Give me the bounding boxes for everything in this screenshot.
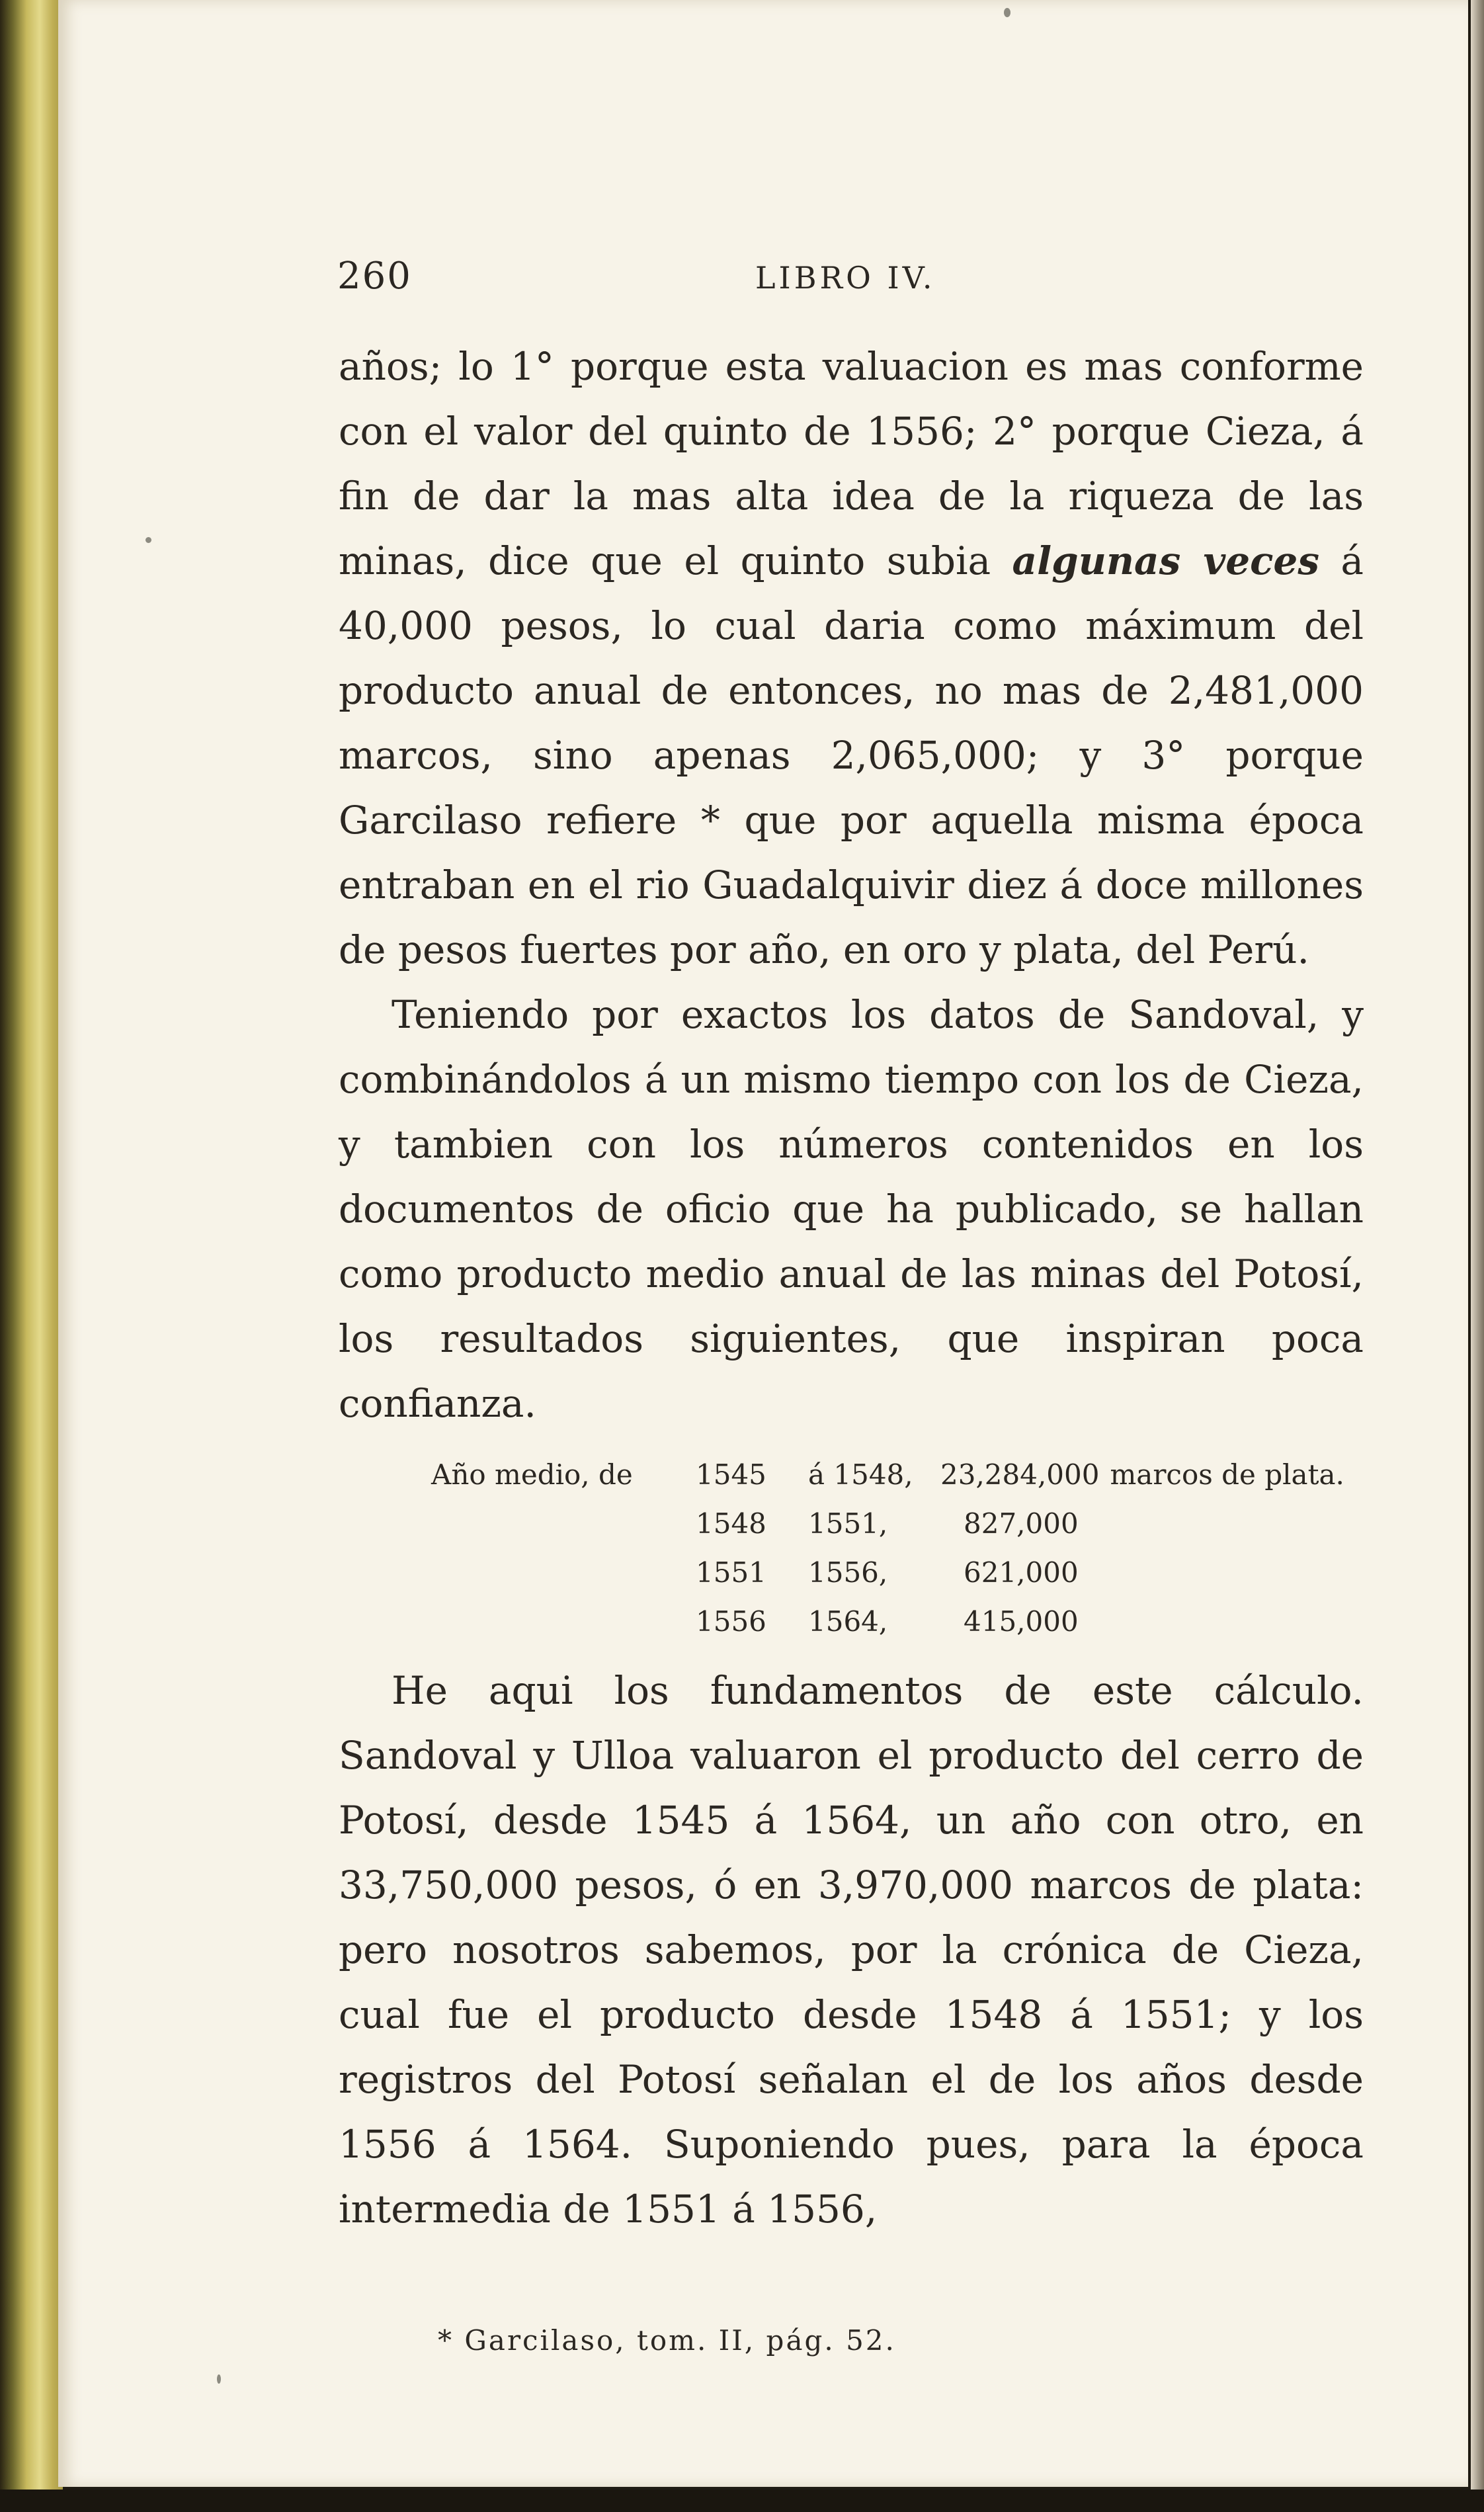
- page-bottom-edge: [0, 2490, 1484, 2512]
- table-cell-value: 621,000: [964, 1556, 1079, 1589]
- paragraph-1-text-start: años; lo 1° porque esta valuacion es mas conforme con el valor del quinto de 1556; 2° porque Cieza, á fin de dar la mas alta idea de la riqueza de las minas, dice que el quinto subia: [339, 344, 1364, 583]
- ink-speck: [145, 537, 151, 543]
- paragraph-1: [339, 334, 1364, 982]
- paragraph-1-text-end: á 40,000 pesos, lo cual daria como máximum del producto anual de entonces, no mas de 2,481,000 marcos, sino apenas 2,065,000; y 3° porque Garcilaso refiere * que por aquella misma época entraban en el rio Guadalquivir diez á doce millones de pesos fuertes por año, en oro y plata, del Perú.: [339, 538, 1364, 972]
- paragraph-1-emphasis: algunas veces: [1012, 538, 1319, 583]
- ink-speck: [1004, 8, 1010, 17]
- table-unit: marcos de plata.: [1110, 1458, 1344, 1491]
- paragraph-3: He aqui los fundamentos de este cálculo. Sandoval y Ulloa valuaron el producto del cerro de Potosí, desde 1545 á 1564, un año con otro, en 33,750,000 pesos, ó en 3,970,000 marcos de plata: pero nosotros sabemos, por la crónica de Cieza, cual fue el producto desde 1548 á 1551; y los registros del Potosí señalan el de los años desde 1556 á 1564. Suponiendo pues, para la época intermedia de 1551 á 1556,: [339, 1668, 1364, 2232]
- table-cell-from: 1551: [696, 1556, 766, 1589]
- page-number: 260: [337, 255, 412, 298]
- table-cell-from: 1548: [696, 1507, 766, 1540]
- running-head-title: LIBRO IV.: [755, 260, 936, 296]
- table-row: [339, 1499, 1364, 1548]
- table-cell-to: 1556,: [808, 1556, 888, 1589]
- table-row: [339, 1548, 1364, 1597]
- table-cell-to: 1564,: [808, 1605, 888, 1638]
- footnote: * Garcilaso, tom. II, pág. 52.: [438, 2324, 896, 2357]
- table-row: [339, 1450, 1364, 1499]
- table-cell-from: 1556: [696, 1605, 766, 1638]
- table-row-label: Año medio, de: [431, 1458, 633, 1491]
- table-row: [339, 1597, 1364, 1646]
- running-head: [339, 255, 1364, 334]
- table-cell-value: 827,000: [964, 1507, 1079, 1540]
- table-cell-from: 1545: [696, 1458, 766, 1491]
- page-fore-edge: [1471, 0, 1484, 2512]
- ink-speck: [217, 2374, 221, 2384]
- production-table: [339, 1450, 1364, 1646]
- table-cell-value: 415,000: [964, 1605, 1079, 1638]
- table-cell-to: 1551,: [808, 1507, 888, 1540]
- table-cell-to: á 1548,: [808, 1458, 913, 1491]
- book-spine-gilt-edge: [0, 0, 63, 2512]
- table-cell-value: 23,284,000: [940, 1458, 1100, 1491]
- page-text-block: [339, 255, 1364, 2361]
- paragraph-2: Teniendo por exactos los datos de Sandoval, y combinándolos á un mismo tiempo con los de Cieza, y tambien con los números contenidos en los documentos de oficio que ha publicado, se hallan como producto medio anual de las minas del Potosí, los resultados siguientes, que inspiran poca confianza.: [339, 992, 1364, 1426]
